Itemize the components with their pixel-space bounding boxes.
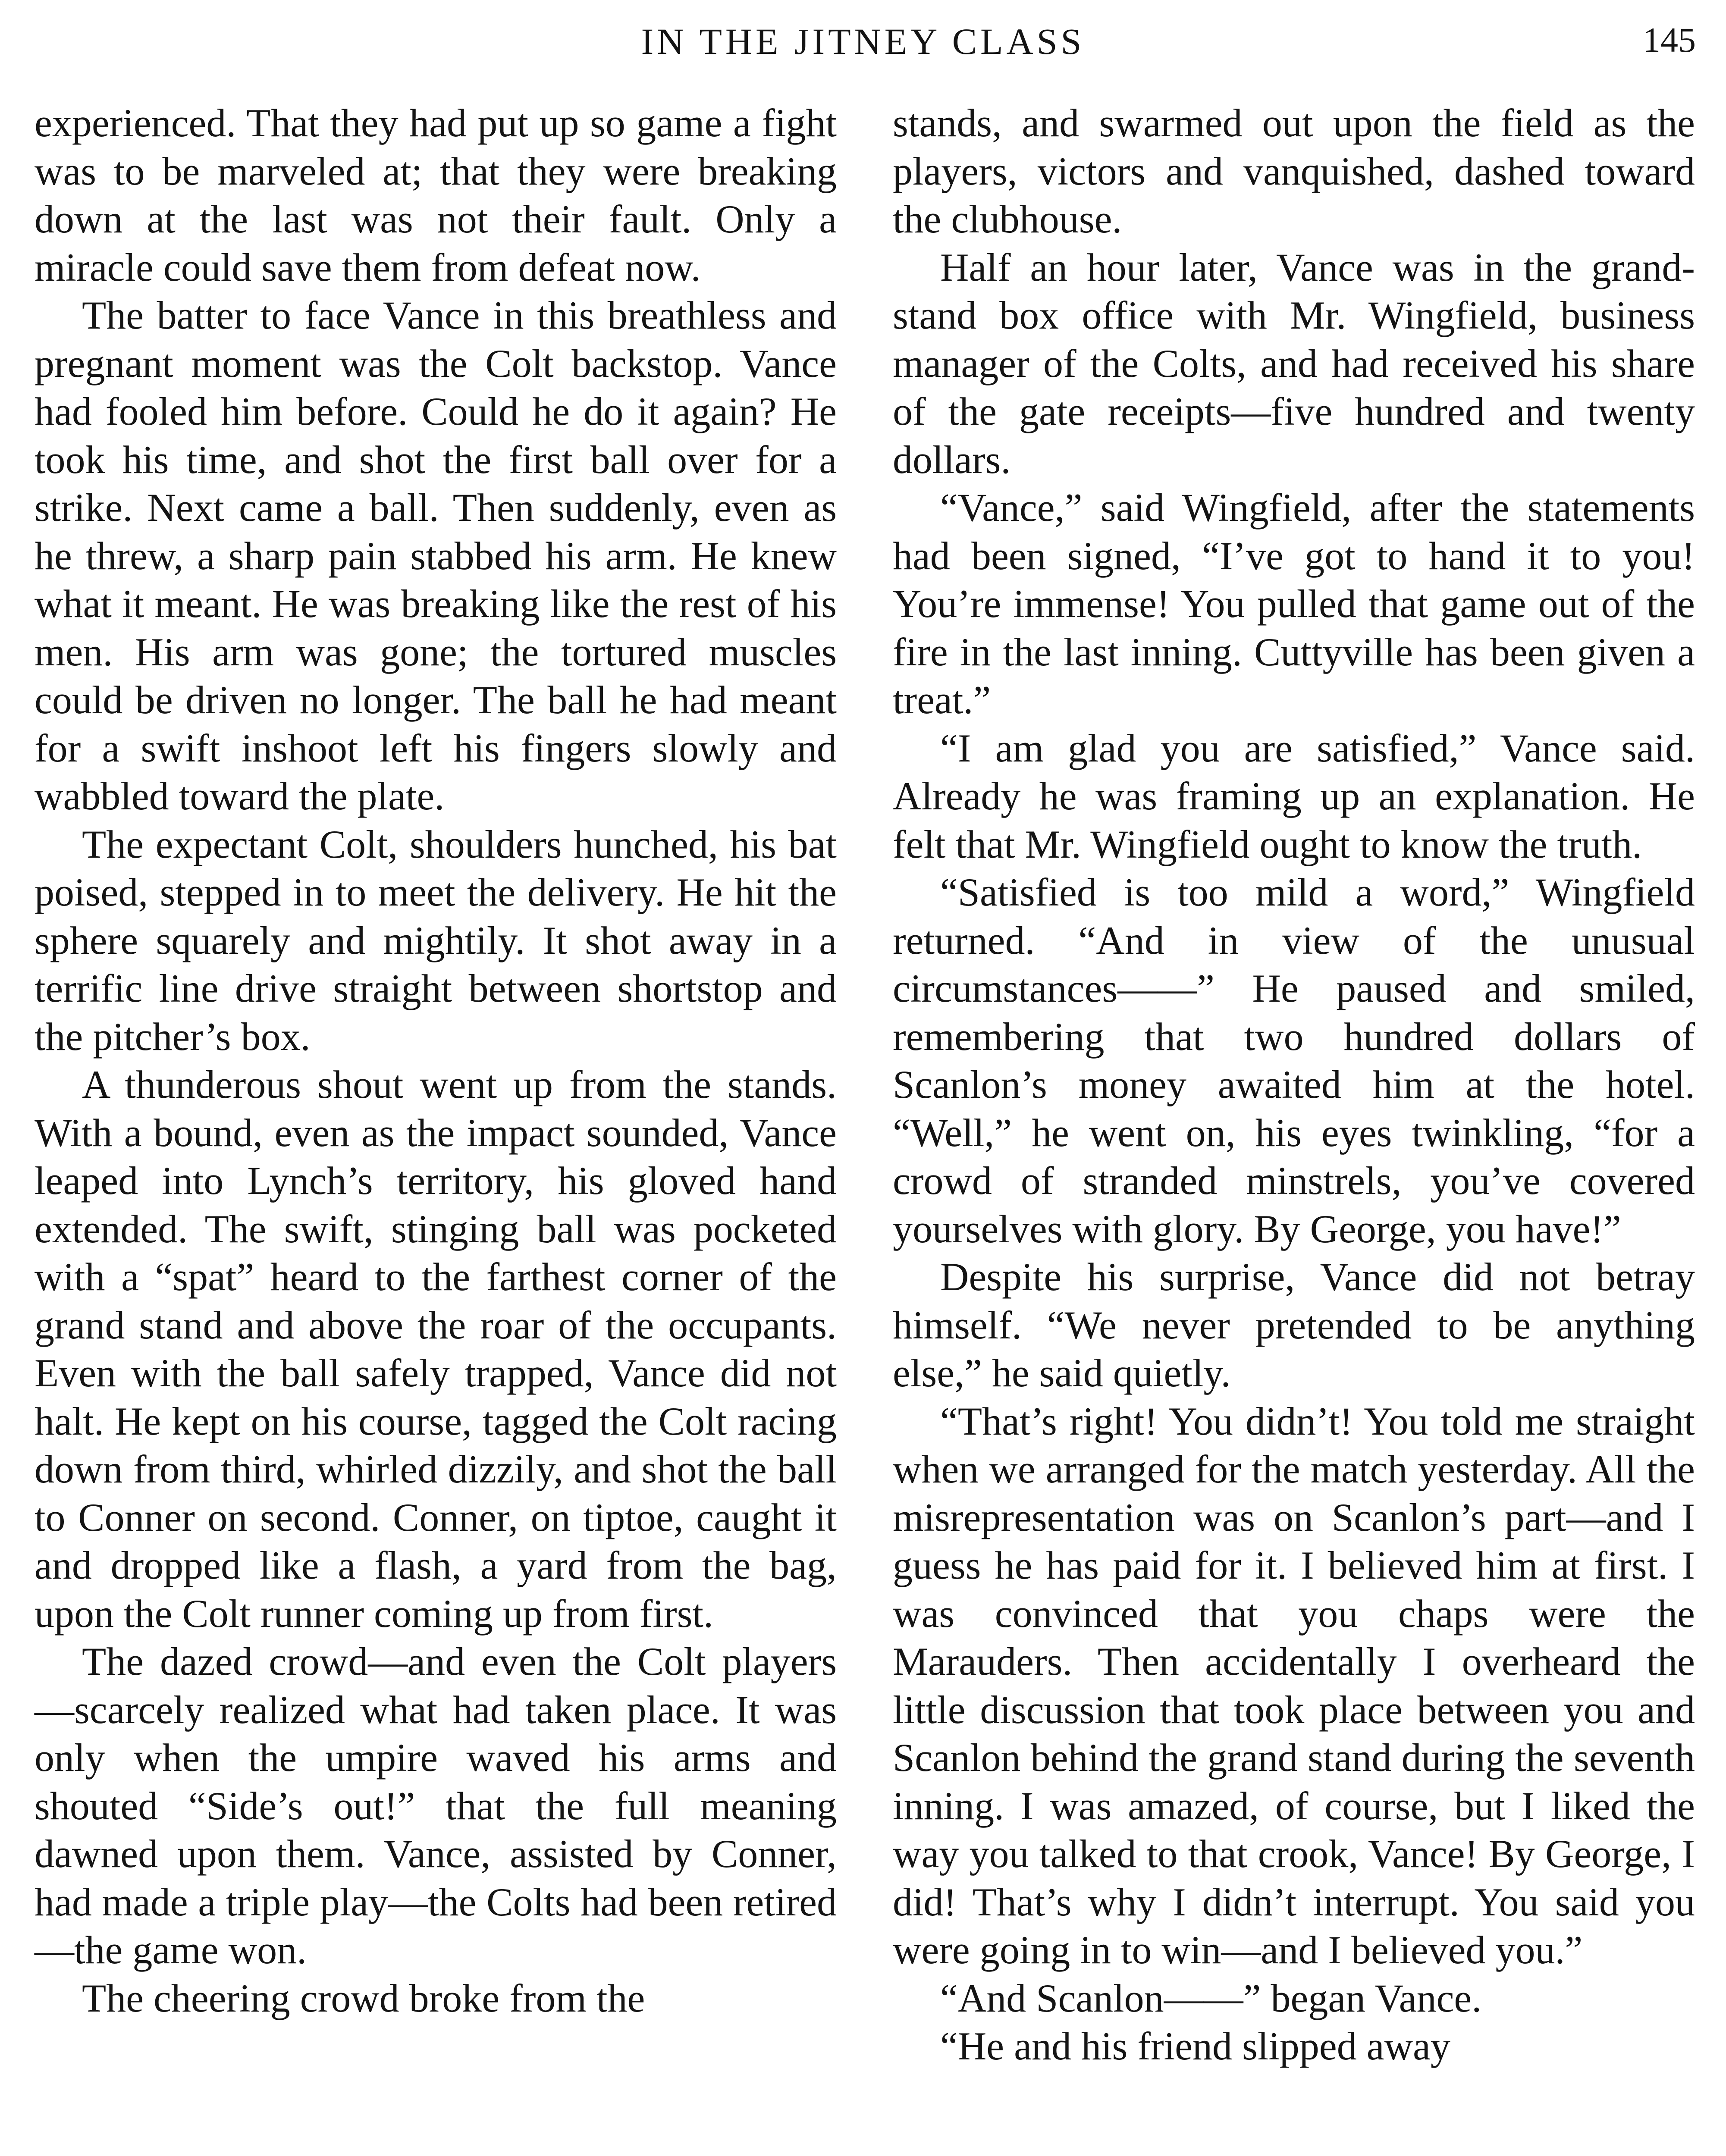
- paragraph: Despite his surprise, Vance did not betray himself. “We never pretended to be anything else,” he said quietly.: [893, 1255, 1695, 1395]
- right-column: [893, 99, 1695, 2071]
- paragraph: stands, and swarmed out upon the field as the players, victors and vanquished, dashed toward the clubhouse.: [893, 101, 1695, 241]
- paragraph: “And Scanlon——” began Vance.: [940, 1976, 1482, 2020]
- running-head: IN THE JITNEY CLASS: [641, 21, 1085, 62]
- paragraph: experienced. That they had put up so game a fight was to be marveled at; that they were breaking down at the last was not their fault. Only a miracle could save them from defeat now.: [35, 101, 837, 289]
- page-number: 145: [1643, 20, 1696, 60]
- paragraph: Half an hour later, Vance was in the grand-stand box office with Mr. Wingfield, business manager of the Colts, and had received his share of the gate receipts—five hundred and twenty dollars.: [893, 245, 1695, 482]
- paragraph: The dazed crowd—and even the Colt players—scarcely realized what had taken place. It was only when the umpire waved his arms and shouted “Side’s out!” that the full meaning dawned upon them. Vance, assisted by Conner, had made a triple play—the Colts had been retired—the game won.: [35, 1639, 837, 1972]
- page-header: [0, 16, 1726, 80]
- paragraph: “That’s right! You didn’t! You told me straight when we arranged for the match yesterday. All the misrepresentation was on Scanlon’s part—and I guess he has paid for it. I believed him at first. I was convinced that you chaps were the Marauders. Then accidentally I overheard the little discussion that took place between you and Scanlon behind the grand stand during the seventh inning. I was amazed, of course, but I liked the way you talked to that crook, Vance! By George, I did! That’s why I didn’t interrupt. You said you were going in to win—and I believed you.”: [893, 1399, 1695, 1972]
- paragraph: “I am glad you are satisfied,” Vance said. Already he was framing up an explanation. He felt that Mr. Wingfield ought to know the truth.: [893, 726, 1695, 866]
- paragraph: “Vance,” said Wingfield, after the statements had been signed, “I’ve got to hand it to you! You’re immense! You pulled that game out of the fire in the last inning. Cuttyville has been given a treat.”: [893, 486, 1695, 722]
- paragraph: The batter to face Vance in this breathless and pregnant moment was the Colt backstop. Vance had fooled him before. Could he do it again? He took his time, and shot the first ball over for a strike. Next came a ball. Then suddenly, even as he threw, a sharp pain stabbed his arm. He knew what it meant. He was breaking like the rest of his men. His arm was gone; the tortured muscles could be driven no longer. The ball he had meant for a swift inshoot left his fingers slowly and wabbled toward the plate.: [35, 293, 837, 818]
- paragraph: The expectant Colt, shoulders hunched, his bat poised, stepped in to meet the delivery. He hit the sphere squarely and mightily. It shot away in a terrific line drive straight between shortstop and the pitcher’s box.: [35, 822, 837, 1059]
- paragraph: A thunderous shout went up from the stands. With a bound, even as the impact sounded, Vance leaped into Lynch’s territory, his gloved hand extended. The swift, stinging ball was pocketed with a “spat” heard to the farthest corner of the grand stand and above the roar of the occupants. Even with the ball safely trapped, Vance did not halt. He kept on his course, tagged the Colt racing down from third, whirled dizzily, and shot the ball to Conner on second. Conner, on tiptoe, caught it and dropped like a flash, a yard from the bag, upon the Colt runner coming up from first.: [35, 1062, 837, 1636]
- left-column: [35, 99, 837, 2022]
- paragraph: “He and his friend slipped away: [940, 2024, 1450, 2068]
- paragraph: “Satisfied is too mild a word,” Wingfield returned. “And in view of the unusual circumstances——” He paused and smiled, remembering that two hundred dollars of Scanlon’s money awaited him at the hotel. “Well,” he went on, his eyes twinkling, “for a crowd of stranded minstrels, you’ve covered yourselves with glory. By George, you have!”: [893, 870, 1695, 1251]
- paragraph: The cheering crowd broke from the: [82, 1976, 645, 2020]
